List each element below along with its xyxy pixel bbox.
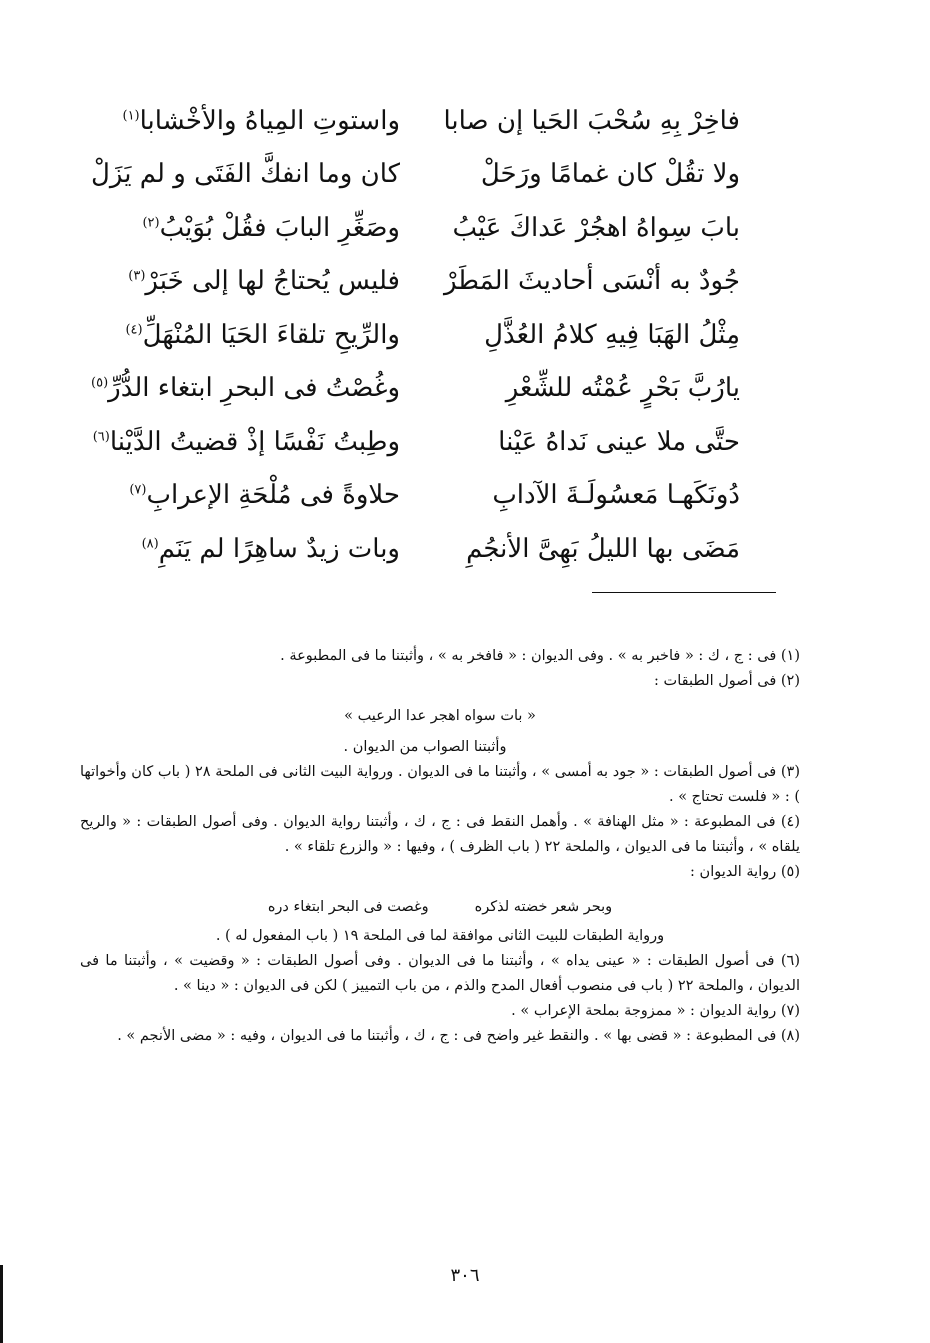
second-hemistich: وطِبتُ نَفْسًا إذْ قضيتُ الدَّيْنا$^{(٦)}$ [92,426,400,457]
footnote-4: (٤) فى المطبوعة : « مثل الهنافة » . وأهمل النقط فى : ج ، ك ، وأثبتنا رواية الديوان . وفى أصول الطبقات : « والريح يلقاه » ، وأثبتنا ما فى الديوان ، والملحة ٢٢ ( باب الظرف ) ، وفيها : « والزرع تلقاء » . [80,814,800,855]
verse-line [91,148,740,202]
footnote-2-quote: « بات سواه اهجر عدا الرعيب » [344,708,536,724]
verse-line [91,362,740,416]
footnote-1: (١) فى : ج ، ك : « فاخبر به » . وفى الديوان : « فافخر به » ، وأثبتنا ما فى المطبوعة . [280,648,800,664]
first-hemistich: مَضَى بها الليلُ بَهِىَّ الأنجُمِ [466,533,740,564]
first-hemistich: دُونَكَهـا مَعسُولَـةَ الآدابِ [492,480,740,511]
footnote-2-after: وأثبتنا الصواب من الديوان . [343,739,507,755]
first-hemistich: مِثْلُ الهَبَا فِيهِ كلامُ العُذَّلِ [484,319,740,350]
footnote-5-hemistich-2: وغصت فى البحر ابتغاء دره [267,899,429,915]
second-hemistich: وغُصْتُ فى البحرِ ابتغاء الدُّرِّ$^{(٥)}$ [91,373,400,404]
verse-line [92,415,740,469]
second-hemistich: والرِّيحِ تلقاءَ الحَيَا المُنْهَلِّ$^{(٤)}$ [125,319,400,350]
footnote-5-after: ورواية الطبقات للبيت الثانى موافقة لما فى الملحة ١٩ ( باب المفعول له ) . [215,928,665,944]
verse-line [100,201,740,255]
second-hemistich: واستوتِ المِياهُ والأخْشابا$^{(١)}$ [122,105,400,136]
footnote-ref: (٨) [141,536,159,552]
second-hemistich: كان وما انفكَّ الفَتَى و لم يَزَلْ [91,159,400,190]
first-hemistich: يارُبَّ بَحْرٍ عُمْتُه للشِّعْرِ [505,373,740,404]
first-hemistich: جُودٌ به أنْسَى أحاديثَ المَطَرْ [443,266,740,297]
scan-edge-mark [0,1265,3,1343]
second-hemistich: حلاوةً فى مُلْحَةِ الإعرابِ$^{(٧)}$ [129,480,400,511]
footnote-5: (٥) رواية الديوان : [690,864,800,880]
verse-line [100,469,740,523]
footnote-8: (٨) فى المطبوعة : « قضى بها » . والنقط غير واضح فى : ج ، ك ، وأثبتنا ما فى الديوان ، وفيه : « مضى الأنجم » . [117,1028,800,1044]
first-hemistich: بابَ سِواهُ اهجُرْ عَداكَ عَيْبُ [452,212,740,243]
footnote-ref: (١) [122,108,140,124]
page-number: ٣٠٦ [450,1265,480,1286]
verse-line [100,522,740,576]
first-hemistich: فاخِرْ بِهِ سُحْبَ الحَيا إن صابا [443,105,740,136]
footnote-6: (٦) فى أصول الطبقات : « عينى يداه » ، وأثبتنا ما فى الديوان . وفى أصول الطبقات : « وقضيت » ، وأثبتنا ما فى الديوان ، والملحة ٢٢ ( باب فى منصوب أفعال المدح والذم ، من باب التمييز ) لكن فى الديوان : « دينا » . [80,953,800,994]
second-hemistich: وبات زيدٌ ساهِرًا لم يَنَمِ$^{(٨)}$ [141,533,400,564]
poem-verses [91,94,740,576]
footnote-ref: (٣) [128,268,146,284]
first-hemistich: ولا تقُلْ كان غمامًا ورَحَلْ [480,159,740,190]
footnote-5-couplet [80,895,800,920]
footnote-ref: (٤) [125,322,143,338]
verse-line [100,255,740,309]
footnote-ref: (٦) [92,429,110,445]
footnote-7: (٧) رواية الديوان : « ممزوجة بملحة الإعراب » . [511,1003,800,1019]
footnotes [80,644,800,1049]
footnote-ref: (٧) [129,482,147,498]
footnote-5-hemistich-1: وبحر شعر خضته لذكره [474,899,613,915]
footnote-2: (٢) فى أصول الطبقات : [654,673,800,689]
second-hemistich: فليس يُحتاجُ لها إلى خَبَرْ$^{(٣)}$ [128,266,400,297]
first-hemistich: حتَّى ملا عينى نَداهُ عَيْنا [498,426,740,457]
footnote-3: (٣) فى أصول الطبقات : « جود به أمسى » ، وأثبتنا ما فى الديوان . ورواية البيت الثانى فى الملحة ٢٨ ( باب كان وأخواتها ) : « فلست تحتاج » . [80,764,800,805]
verse-line [100,308,740,362]
footnote-separator [592,592,776,593]
footnote-ref: (٢) [142,215,160,231]
second-hemistich: وصَغِّرِ البابَ فقُلْ بُوَيْبُ$^{(٢)}$ [142,212,400,243]
footnote-ref: (٥) [91,375,109,391]
verse-line [100,94,740,148]
